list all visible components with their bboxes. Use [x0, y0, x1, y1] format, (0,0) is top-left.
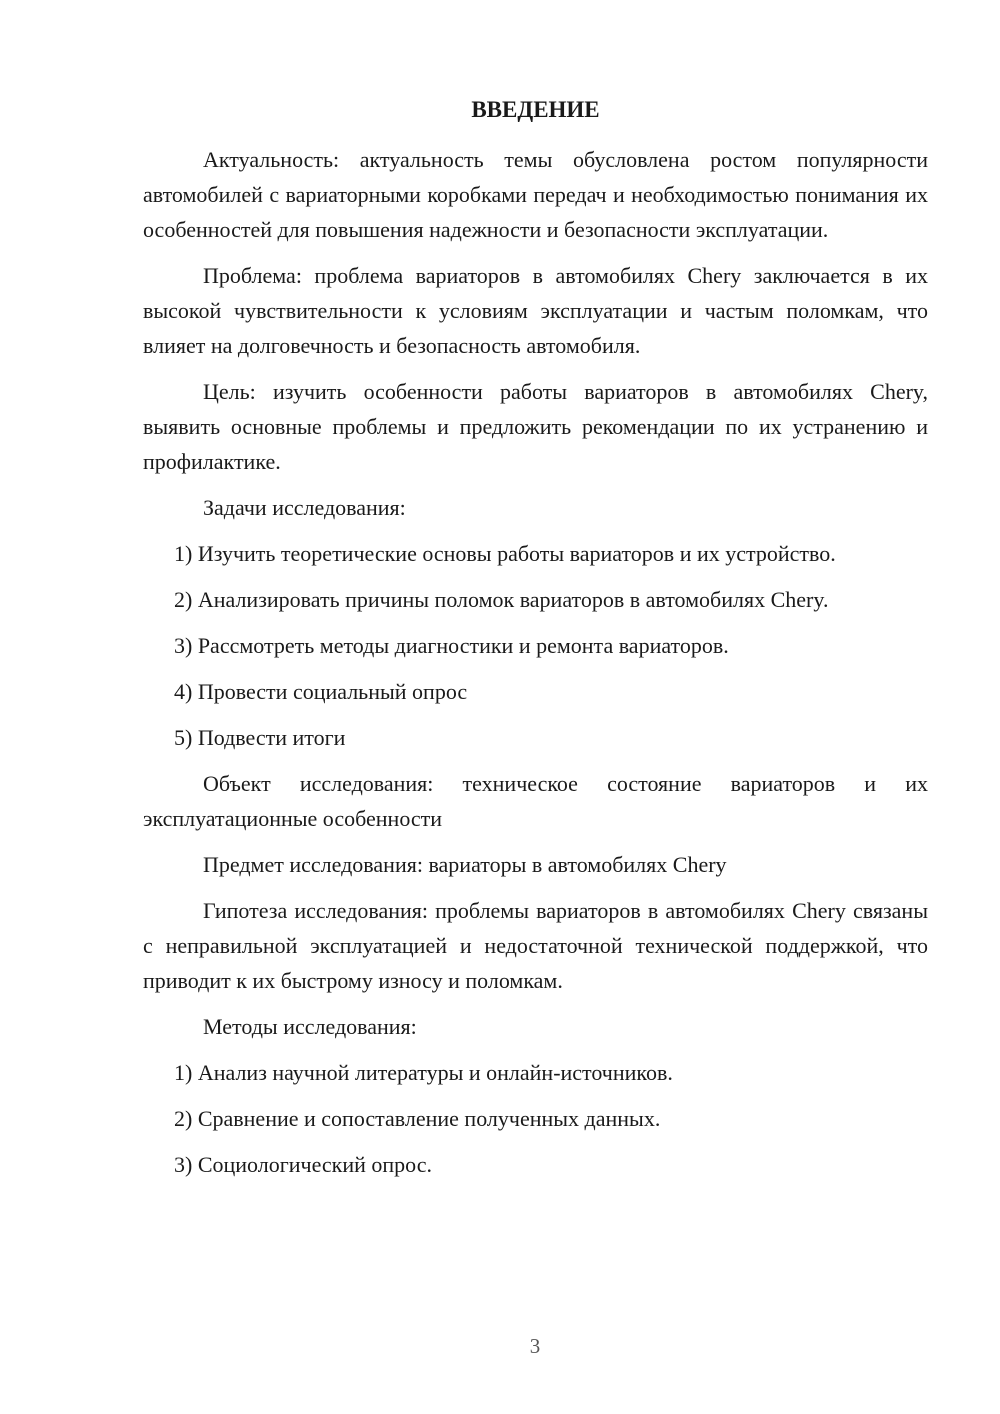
methods-list: [143, 1055, 928, 1182]
task-item-5: 5) Подвести итоги: [174, 725, 346, 750]
subject-paragraph: Предмет исследования: вариаторы в автомобилях Chery: [203, 852, 727, 877]
page-number: 3: [529, 1334, 541, 1358]
hypothesis-paragraph: Гипотеза исследования: проблемы вариаторов в автомобилях Chery связаны с неправильной эксплуатацией и недостаточной технической поддержкой, что приводит к их быстрому износу и поломкам.: [143, 898, 928, 993]
method-item-2: 2) Сравнение и сопоставление полученных данных.: [174, 1106, 661, 1131]
object-paragraph: Объект исследования: техническое состояние вариаторов и их эксплуатационные особенности: [143, 771, 928, 831]
relevance-paragraph: Актуальность: актуальность темы обусловлена ростом популярности автомобилей с вариаторными коробками передач и необходимостью понимания их особенностей для повышения надежности и безопасности эксплуатации.: [143, 147, 928, 242]
method-item-3: 3) Социологический опрос.: [174, 1152, 432, 1177]
tasks-list: [143, 536, 928, 755]
method-item-1: 1) Анализ научной литературы и онлайн-источников.: [174, 1060, 673, 1085]
document-body: [143, 142, 928, 1193]
task-item-2: 2) Анализировать причины поломок вариаторов в автомобилях Chery.: [174, 587, 829, 612]
methods-heading: Методы исследования:: [203, 1014, 417, 1039]
page-title: ВВЕДЕНИЕ: [471, 97, 600, 122]
goal-paragraph: Цель: изучить особенности работы вариаторов в автомобилях Chery, выявить основные проблемы и предложить рекомендации по их устранению и профилактике.: [143, 379, 928, 474]
problem-paragraph: Проблема: проблема вариаторов в автомобилях Chery заключается в их высокой чувствительности к условиям эксплуатации и частым поломкам, что влияет на долговечность и безопасность автомобиля.: [143, 263, 928, 358]
task-item-3: 3) Рассмотреть методы диагностики и ремонта вариаторов.: [174, 633, 729, 658]
tasks-heading: Задачи исследования:: [203, 495, 406, 520]
task-item-4: 4) Провести социальный опрос: [174, 679, 468, 704]
task-item-1: 1) Изучить теоретические основы работы вариаторов и их устройство.: [174, 541, 836, 566]
